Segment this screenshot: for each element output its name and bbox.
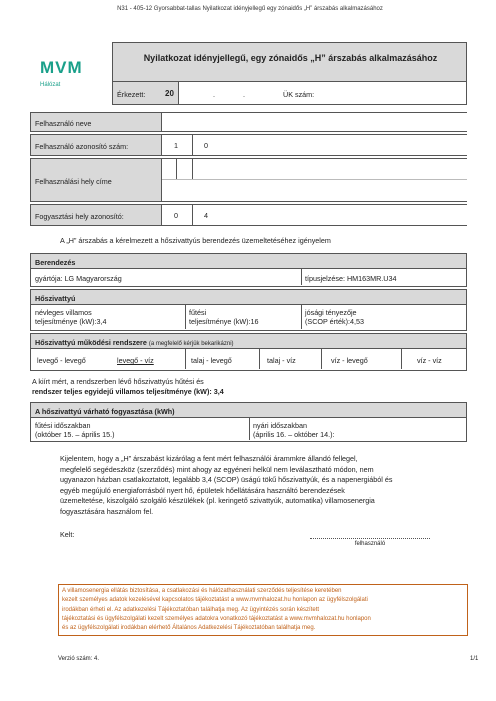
row-felhasznalasi-hely: [30, 158, 467, 202]
page-number: 1/1: [470, 656, 479, 662]
fogyasztasi-digit-1: 0: [174, 211, 178, 220]
azonosito-digit-1: 1: [174, 141, 178, 150]
erkezett-year: 20: [165, 89, 174, 98]
mukodesi-options-row: [30, 349, 467, 371]
gyarto-text: gyártója: LG Magyarország: [35, 274, 122, 283]
fogyasztasi-digit-2: 4: [204, 211, 208, 220]
declaration-paragraph: [60, 454, 466, 517]
privacy-notice: [58, 584, 468, 636]
futesi-line1: fűtési: [189, 308, 207, 317]
hoszivattyu-row: [30, 305, 467, 331]
kiirt-text: A kiírt mért, a rendszerben lévő hőszivattyús hűtési és: [32, 377, 204, 386]
hoszivattyu-header: Hőszivattyú: [30, 289, 467, 305]
option-talaj-viz[interactable]: talaj - víz: [267, 356, 296, 365]
felhasznalo-neve-label: Felhasználó neve: [35, 119, 92, 128]
row-azonosito: [30, 134, 467, 156]
azonosito-field[interactable]: [161, 135, 467, 155]
berendezes-row: [30, 269, 467, 287]
erkezett-sep2: .: [243, 90, 245, 99]
logo-text: MVM: [40, 58, 83, 77]
nevleges-line1: névleges villamos: [35, 308, 92, 317]
notice-line: tájékoztatási és ügyfélszolgálati kezelt személyes adatokra vonatkozó tájékoztatást a www.mvmhalozat.hu honlapon: [62, 615, 371, 622]
azonosito-label: Felhasználó azonosító szám:: [35, 142, 129, 151]
notice-line: irodákban érheti el. Az adatkezelési Tájékoztatóban találhatja meg. Az ügyintézés során készített: [62, 606, 320, 613]
option-viz-levego[interactable]: víz - levegő: [331, 356, 368, 365]
josagi-line2: (SCOP érték):4,53: [305, 317, 364, 326]
paragraph-line: Kijelentem, hogy a „H” árszabást kizárólag a fent mért felhasználói árammkre állandó fellegel,: [60, 454, 358, 463]
fogyasztasi-hely-label: Fogyasztási hely azonosító:: [35, 212, 124, 221]
mvm-logo: [40, 58, 83, 88]
futesi-teljesitmeny: [189, 308, 259, 326]
option-talaj-levego[interactable]: talaj - levegő: [191, 356, 232, 365]
uk-szam-label: ÜK szám:: [283, 90, 315, 99]
erkezett-date-field[interactable]: [178, 82, 340, 104]
option-viz-viz[interactable]: víz - víz: [417, 356, 442, 365]
logo-subtitle: Hálózat: [40, 82, 61, 88]
erkezett-label: Érkezett:: [117, 90, 146, 99]
row-felhasznalo-neve: [30, 112, 467, 132]
azonosito-digit-2: 0: [204, 141, 208, 150]
paragraph-line: ugyanazon házban csatlakoztatott, legalább 3,4 (SCOP) üságú tökű hőszivattyúk, és a napenergiából és: [60, 475, 393, 484]
mukodesi-header: [30, 333, 467, 349]
futesi-idoszak-line1: fűtési időszakban: [35, 421, 91, 430]
berendezes-header: Berendezés: [30, 253, 467, 269]
intro-text: A „H” árszabás a kérelmezett a hőszivattyús berendezés üzemeltetéséhez igényelem: [60, 236, 331, 245]
uk-szam-field[interactable]: [328, 82, 466, 104]
notice-line: A villamosenergia ellátás biztosítása, a csatlakozási és hálózathasználati szerződés teljesítése keretében: [62, 588, 342, 594]
nyari-idoszak-line2: (április 16. – október 14.):: [253, 430, 335, 439]
paragraph-line: egyéb megújuló energiaforrásból nyert hő, épületek hőellátására használtó berendezések: [60, 485, 345, 495]
nevleges-line2: teljesítménye (kW):3,4: [35, 317, 107, 326]
futesi-line2: teljesítménye (kW):16: [189, 317, 259, 326]
mukodesi-note: (a megfelelő kérjük bekarikázni): [148, 341, 234, 347]
paragraph-line: üzemeltetése, kiszolgáló szolgáló készülékek (pl. keringető szivattyúk, automatika) villamosenergia: [60, 496, 375, 505]
notice-line: és az ügyfélszolgálati irodákban elérhető Általános Adatkezelési Tájékoztatóban találhatja meg.: [62, 625, 316, 632]
josagi-line1: jósági tényezője: [305, 308, 357, 317]
signature-label: felhasználó: [354, 541, 386, 547]
nevleges-teljesitmeny: [35, 308, 107, 326]
fogyasztas-header: A hőszivattyú várható fogyasztása (kWh): [30, 402, 467, 418]
tipus-text: típusjelzése: HM163MR.U34: [305, 274, 397, 283]
felhasznalasi-hely-field[interactable]: [161, 159, 467, 201]
rendszer-teljesitmeny: rendszer teljes egyidejű villamos teljesítménye (kW): 3,4: [32, 387, 224, 396]
paragraph-line: megfelelő segédeszköz (szerződés) mint ahogy az egyéneri helkül nem leválasztható módon, nem: [60, 464, 374, 474]
erkezett-sep1: .: [213, 90, 215, 99]
kelt-label: Kelt:: [60, 530, 75, 539]
option-levego-viz[interactable]: levegő - víz: [117, 356, 154, 365]
futesi-idoszak: [35, 421, 115, 439]
notice-line: kezelt személyes adatok kezelésével kapcsolatos tájékoztatást a www.mvmhalozat.hu honlapon az ügyfélszolgálati: [62, 597, 368, 604]
row-fogyasztasi-hely: [30, 204, 467, 226]
paragraph-line: fogyasztására használom fel.: [60, 506, 154, 516]
mukodesi-title: Hőszivattyú működési rendszere: [35, 338, 147, 347]
felhasznalasi-hely-label: Felhasználási hely címe: [35, 177, 112, 186]
nyari-idoszak-line1: nyári időszakban: [253, 421, 307, 430]
felhasznalo-neve-field[interactable]: [161, 113, 467, 131]
josagi-tenyezo: [305, 308, 364, 326]
title-box: [112, 42, 467, 105]
signature-line[interactable]: [310, 538, 430, 539]
form-title: Nyilatkozat idényjellegű, egy zónaidős „H” árszabás alkalmazásához: [143, 53, 438, 63]
futesi-idoszak-line2: (október 15. – április 15.): [35, 430, 115, 439]
header-line: N31 - 405-12 Gyorsabbat-tallas Nyilatkozat idényjellegű egy zónaidős „H” árszabás alkalmazásához: [117, 6, 383, 12]
version-number: Verzió szám: 4.: [58, 656, 100, 662]
option-levego-levego[interactable]: levegő - levegő: [37, 356, 86, 365]
fogyasztas-row: [30, 418, 467, 442]
fogyasztasi-hely-field[interactable]: [161, 205, 467, 225]
nyari-idoszak: [253, 421, 335, 439]
